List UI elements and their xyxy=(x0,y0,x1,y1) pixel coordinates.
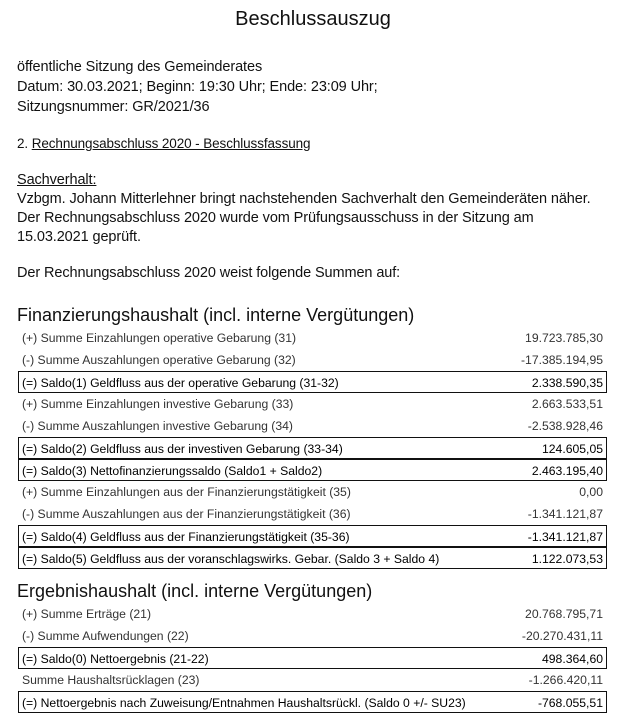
document-title: Beschlussauszug xyxy=(235,8,391,30)
table-row xyxy=(18,503,607,525)
row-label: (+) Summe Einzahlungen investive Gebarung (33) xyxy=(22,397,294,411)
row-value: 2.463.195,40 xyxy=(531,464,603,478)
meeting-type: öffentliche Sitzung des Gemeinderates xyxy=(17,59,263,75)
saldo-row xyxy=(18,459,607,481)
table-row xyxy=(18,327,607,349)
table-row xyxy=(18,625,607,647)
row-label: (-) Summe Auszahlungen aus der Finanzierungstätigkeit (36) xyxy=(22,507,351,521)
meeting-number: Sitzungsnummer: GR/2021/36 xyxy=(17,99,210,115)
row-value: -1.341.121,87 xyxy=(527,507,603,521)
row-label: (=) Saldo(0) Nettoergebnis (21-22) xyxy=(22,652,209,666)
row-label: (=) Saldo(1) Geldfluss aus der operative Gebarung (31-32) xyxy=(22,376,339,390)
row-value: 20.768.795,71 xyxy=(525,607,603,621)
table-row xyxy=(18,603,607,625)
row-label: (-) Summe Auszahlungen investive Gebarung (34) xyxy=(22,419,293,433)
row-value: -20.270.431,11 xyxy=(521,629,603,643)
row-label: (-) Summe Auszahlungen operative Gebarung (32) xyxy=(22,353,296,367)
row-value: -17.385.194,95 xyxy=(521,353,603,367)
row-label: (=) Saldo(3) Nettofinanzierungssaldo (Saldo1 + Saldo2) xyxy=(22,464,323,478)
row-value: -1.341.121,87 xyxy=(527,530,603,544)
row-value: -768.055,51 xyxy=(537,696,603,710)
facts-line-1: Vzbgm. Johann Mitterlehner bringt nachstehenden Sachverhalt den Gemeinderäten näher. xyxy=(17,191,591,207)
table-row xyxy=(18,415,607,437)
saldo-row xyxy=(18,437,607,459)
row-value: 0,00 xyxy=(579,485,603,499)
facts-line-3: 15.03.2021 geprüft. xyxy=(17,229,141,245)
results-heading: Ergebnishaushalt (incl. interne Vergütungen) xyxy=(17,581,373,601)
row-label: (=) Nettoergebnis nach Zuweisung/Entnahmen Haushaltsrückl. (Saldo 0 +/- SU23) xyxy=(22,696,466,710)
row-value: 498.364,60 xyxy=(542,652,603,666)
saldo-row xyxy=(18,547,607,569)
row-value: -1.266.420,11 xyxy=(528,673,603,687)
results-table xyxy=(18,603,607,713)
row-label: (+) Summe Einzahlungen aus der Finanzierungstätigkeit (35) xyxy=(22,485,351,499)
row-label: (=) Saldo(2) Geldfluss aus der investiven Gebarung (33-34) xyxy=(22,442,343,456)
agenda-item xyxy=(17,136,310,151)
row-value: 2.663.533,51 xyxy=(531,397,603,411)
table-row xyxy=(18,481,607,503)
table-row xyxy=(18,393,607,415)
row-label: (+) Summe Einzahlungen operative Gebarung (31) xyxy=(22,331,297,345)
row-value: 124.605,05 xyxy=(542,442,603,456)
financing-table xyxy=(18,327,607,569)
agenda-title: Rechnungsabschluss 2020 - Beschlussfassung xyxy=(31,136,311,151)
saldo-row xyxy=(18,691,607,713)
agenda-number: 2. xyxy=(17,136,29,151)
row-label: Summe Haushaltsrücklagen (23) xyxy=(22,673,200,687)
financing-heading: Finanzierungshaushalt (incl. interne Vergütungen) xyxy=(17,305,415,325)
row-label: (-) Summe Aufwendungen (22) xyxy=(22,629,189,643)
saldo-row xyxy=(18,525,607,547)
facts-heading: Sachverhalt: xyxy=(17,172,97,188)
row-label: (+) Summe Erträge (21) xyxy=(22,607,152,621)
row-value: -2.538.928,46 xyxy=(527,419,603,433)
facts-summary: Der Rechnungsabschluss 2020 weist folgende Summen auf: xyxy=(17,265,401,281)
facts-line-2: Der Rechnungsabschluss 2020 wurde vom Prüfungsausschuss in der Sitzung am xyxy=(17,210,534,226)
row-label: (=) Saldo(4) Geldfluss aus der Finanzierungstätigkeit (35-36) xyxy=(22,530,350,544)
saldo-row xyxy=(18,371,607,393)
row-label: (=) Saldo(5) Geldfluss aus der voranschlagswirks. Gebar. (Saldo 3 + Saldo 4) xyxy=(22,552,440,566)
meeting-date: Datum: 30.03.2021; Beginn: 19:30 Uhr; Ende: 23:09 Uhr; xyxy=(17,79,378,95)
row-value: 2.338.590,35 xyxy=(531,376,603,390)
saldo-row xyxy=(18,647,607,669)
table-row xyxy=(18,669,607,691)
row-value: 1.122.073,53 xyxy=(531,552,603,566)
row-value: 19.723.785,30 xyxy=(525,331,603,345)
table-row xyxy=(18,349,607,371)
